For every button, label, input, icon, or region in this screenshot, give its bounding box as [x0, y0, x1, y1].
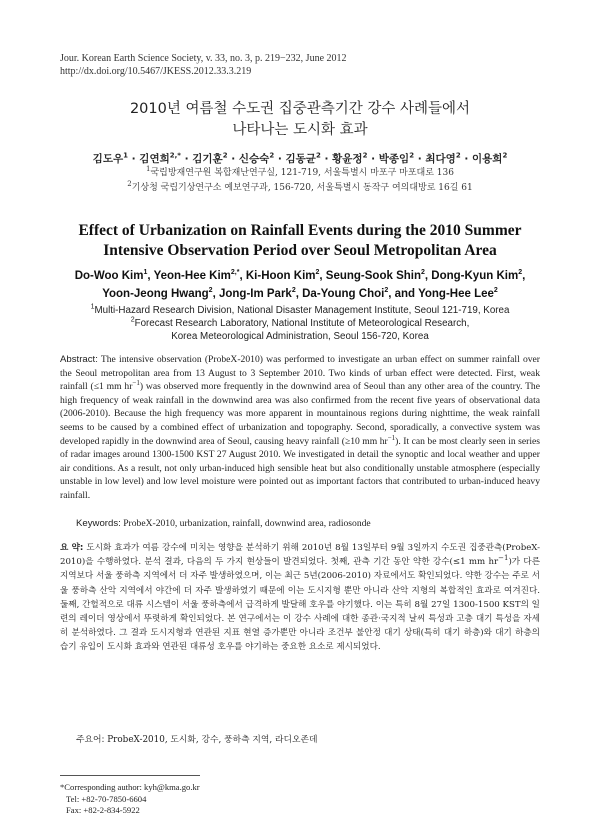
- author: Seung-Sook Shin$^2$: [325, 269, 425, 282]
- telephone: Tel: +82-70-7850-6604: [66, 793, 147, 804]
- english-affiliation-2b: Korea Meteorological Administration, Seoul 156-720, Korea: [171, 331, 429, 342]
- english-title-line1: Effect of Urbanization on Rainfall Events during the 2010 Summer: [78, 222, 522, 239]
- author-name: Yoon-Jeong Hwang: [102, 288, 209, 300]
- author: 이용희$^2$: [472, 151, 508, 165]
- korean-abstract-label: 요 약:: [60, 543, 84, 553]
- author-name: Seung-Sook Shin: [325, 270, 421, 282]
- author: Ki-Hoon Kim$^2$: [245, 269, 320, 282]
- korean-affiliations: [0, 166, 600, 196]
- author-name: Ki-Hoon Kim: [245, 270, 316, 282]
- author-name: 황윤정: [332, 153, 363, 165]
- author-name: 김동균: [285, 153, 316, 165]
- author-name: 신승숙: [238, 153, 270, 165]
- korean-title-line2: 나타나는 도시화 효과: [232, 122, 368, 138]
- author: 최다영$^2$: [425, 151, 461, 165]
- english-affiliation-1: $^1$Multi-Hazard Research Division, National Disaster Management Institute, Seoul 121-719, Korea: [90, 303, 510, 316]
- korean-abstract: 요 약: 도시화 효과가 여름 강수에 미치는 영향을 분석하기 위해 2010년 8월 13일부터 9월 3일까지 수도권 집중관측(ProbeX-2010)을 수행하였다. 분석 결과, 다음의 두 가지 현상들이 발견되었다. 첫째, 관측 기간 동안 약한 강수(≤1 mm $hr^{-1}$)가 다른 지역보다 서울 풍하측 지역에서 더 자주 발생하였으며, 이는 최근 5년(2006-2010) 자료에서도 확인되었다. 약한 강수는 주로 서울 풍하측 산악 지역에서 야간에 더 자주 발생하였기 때문에 이는 도시지형 뿐만 아니라 산악 지형의 복합적인 효과로 여겨진다. 둘째, 간헐적으로 대류 시스템이 서울 풍하측에서 급격하게 발달해 호우를 야기했다. 이는 특히 8월 27일 1300-1500 KST의 일련의 레이더 영상에서 뚜렷하게 확인되었다. 본 연구에서는 이 강수 사례에 대한 종관·국지적 날씨 특성과 고층 대기 특성을 자세히 분석하였다. 그 결과 도시지형과 연관된 지표 현열 증가뿐만 아니라 조건부 불안정 대기 상태(특히 대기 하층)와 대기 하층의 습기 유입이 도시화 효과와 연관된 대류성 호우를 야기하는 중요한 요소로 제시되었다.: [60, 543, 540, 653]
- journal-doi[interactable]: http://dx.doi.org/10.5467/JKESS.2012.33.3.219: [60, 66, 252, 77]
- author: Yoon-Jeong Hwang$^2$: [102, 287, 213, 300]
- author-name: Da-Young Choi: [302, 288, 385, 300]
- english-title-line2: Intensive Observation Period over Seoul Metropolitan Area: [103, 242, 497, 259]
- author-name: 김도우: [92, 153, 124, 165]
- footnote: [60, 782, 200, 817]
- english-authors: [0, 267, 600, 303]
- journal-reference: [60, 52, 347, 78]
- author: Yeon-Hee Kim$^{2,*}$: [153, 269, 240, 282]
- author: Do-Woo Kim$^1$: [74, 269, 148, 282]
- korean-authors: 김도우$^1$ · 김연희$^{2,*}$ · 김기훈$^2$ · 신승숙$^2$ · 김동균$^2$ · 황윤정$^2$ · 박종임$^2$ · 최다영$^2$ · 이용희$^2$: [92, 151, 508, 165]
- author-name: Dong-Kyun Kim: [431, 270, 519, 282]
- fax: Fax: +82-2-834-5922: [66, 805, 140, 815]
- abstract-label: Abstract:: [60, 354, 98, 365]
- korean-affiliation-1: $^1$국립방재연구원 복합재난연구실, 121-719, 서울특별시 마포구 마포대로 136: [146, 165, 454, 178]
- english-authors-line1: Do-Woo Kim$^1$, Yeon-Hee Kim$^{2,*}$, Ki-Hoon Kim$^2$, Seung-Sook Shin$^2$, Dong-Kyun Kim$^2$,: [74, 269, 526, 282]
- korean-affiliation-2: $^2$기상청 국립기상연구소 예보연구과, 156-720, 서울특별시 동작구 여의대방로 16길 61: [127, 180, 473, 193]
- author: Da-Young Choi$^2$: [302, 287, 389, 300]
- korean-keywords-label: 주요어:: [76, 735, 105, 745]
- author: 황윤정$^2$: [332, 151, 368, 165]
- author-name: 김기훈: [192, 153, 223, 165]
- keywords-label: Keywords:: [76, 518, 121, 529]
- footnote-divider: [60, 775, 200, 776]
- english-authors-line2: Yoon-Jeong Hwang$^2$, Jong-Im Park$^2$, Da-Young Choi$^2$, and Yong-Hee Lee$^2$: [102, 287, 498, 300]
- author: 김동균$^2$: [285, 151, 321, 165]
- author: 김도우$^1$: [92, 151, 128, 165]
- english-affiliations: [0, 304, 600, 343]
- author: Jong-Im Park$^2$: [218, 287, 296, 300]
- author-name: 박종임: [378, 153, 410, 165]
- keywords: Keywords: ProbeX-2010, urbanization, rainfall, downwind area, radiosonde: [76, 518, 371, 529]
- author: Yong-Hee Lee$^2$: [418, 287, 498, 300]
- english-affiliation-2: $^2$Forecast Research Laboratory, National Institute of Meteorological Research,: [130, 316, 470, 329]
- author: Dong-Kyun Kim$^2$: [431, 269, 523, 282]
- korean-title-line1: 2010년 여름철 수도권 집중관측기간 강수 사례들에서: [129, 101, 471, 117]
- author-name: 김연희: [139, 153, 170, 165]
- author: 박종임$^2$: [378, 151, 415, 165]
- author-name: Jong-Im Park: [218, 288, 292, 300]
- author: 김연희$^{2,*}$: [139, 151, 181, 165]
- author: 김기훈$^2$: [192, 151, 228, 165]
- author-name: Yeon-Hee Kim: [153, 270, 231, 282]
- author-name: 이용희: [472, 153, 503, 165]
- journal-citation: Jour. Korean Earth Science Society, v. 33, no. 3, p. 219−232, June 2012: [60, 53, 347, 64]
- corresponding-author: *Corresponding author: kyh@kma.go.kr: [60, 782, 200, 792]
- author: 신승숙$^2$: [238, 151, 275, 165]
- korean-keywords: 주요어: ProbeX-2010, 도시화, 강수, 풍하측 지역, 라디오존데: [76, 735, 318, 745]
- author-name: Do-Woo Kim: [74, 270, 144, 282]
- author-name: 최다영: [425, 153, 456, 165]
- english-title: [0, 221, 600, 261]
- author-name: Yong-Hee Lee: [418, 288, 494, 300]
- korean-title: [0, 99, 600, 141]
- abstract: Abstract: The intensive observation (ProbeX-2010) was performed to investigate an urban effect on summer rainfall over the Seoul metropolitan area from 13 August to 3 September 2010. Two kinds of urban effect were detected. First, weak rainfall (≤1 mm $hr^{-1}$) was observed more frequently in the downwind area of Seoul than any other area of the country. The high frequency of weak rainfall in the downwind area was also confirmed from the recent five years of observational data (2006-2010). Because the high frequency was more apparent in mountainous regions during nighttime, the weak rainfall seems to be caused by a combined effect of urbanization and topography. Second, sporadically, a convective system was developed rapidly in the downwind area of Seoul, causing heavy rainfall (≥10 mm $hr^{-1}$). It can be most clearly seen in series of radar images around 1300-1500 KST 27 August 2010. We investigated in detail the synoptic and local weather and upper air conditions. As a result, not only urban-induced high sensible heat but also conditionally unstable atmosphere (especially unstable in low level) and low level moisture were pointed out as important factors that contributed to urban-induced heavy rainfall.: [60, 354, 540, 501]
